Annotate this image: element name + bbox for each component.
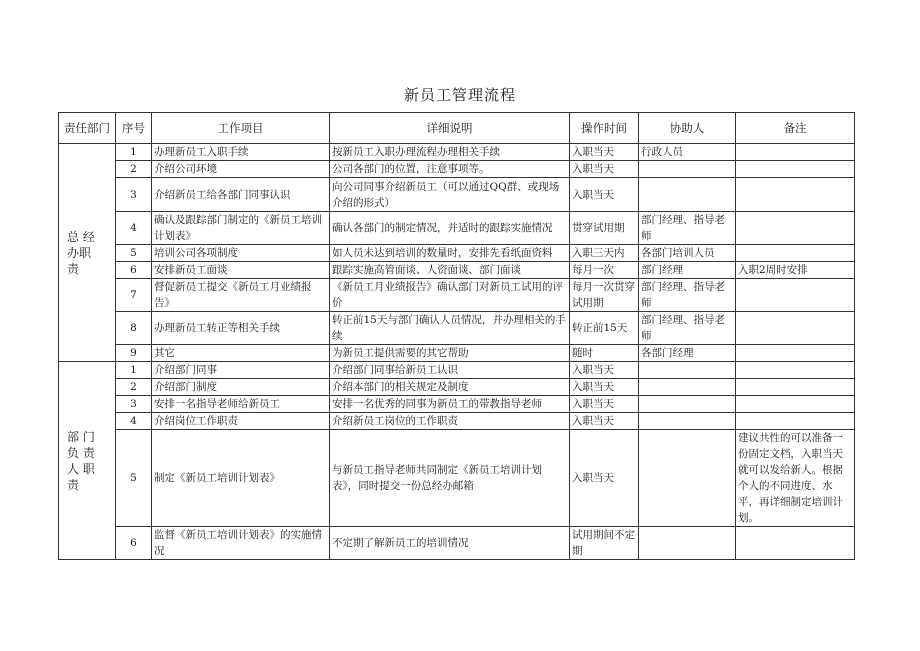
- row-helper: [639, 161, 736, 178]
- row-item: 介绍新员工给各部门同事认识: [152, 178, 330, 212]
- row-detail: 介绍新员工岗位的工作职责: [330, 413, 570, 430]
- row-no: 3: [116, 396, 152, 413]
- row-item: 制定《新员工培训计划表》: [152, 430, 330, 527]
- row-detail: 为新员工提供需要的其它帮助: [330, 345, 570, 362]
- page-title: 新员工管理流程: [403, 86, 516, 104]
- table-row: [59, 212, 855, 245]
- row-helper: [639, 379, 736, 396]
- row-item: 确认及跟踪部门制定的《新员工培训计划表》: [152, 212, 330, 245]
- row-helper: [639, 362, 736, 379]
- row-time: 入职三天内: [570, 245, 639, 262]
- header-detail: 详细说明: [330, 113, 570, 144]
- row-detail: 与新员工指导老师共同制定《新员工培训计划表》，同时提交一份总经办邮箱: [330, 430, 570, 527]
- row-no: 1: [116, 144, 152, 161]
- row-note: [736, 178, 855, 212]
- row-note: [736, 212, 855, 245]
- row-item: 介绍部门同事: [152, 362, 330, 379]
- dept-label: 部 门 负 责 人 职 责: [67, 429, 95, 492]
- row-note: [736, 345, 855, 362]
- row-helper: 行政人员: [639, 144, 736, 161]
- table-row: [59, 396, 855, 413]
- row-detail: 介绍本部门的相关规定及制度: [330, 379, 570, 396]
- row-detail: 《新员工月业绩报告》确认部门对新员工试用的评价: [330, 279, 570, 312]
- row-time: 入职当天: [570, 362, 639, 379]
- row-time: 入职当天: [570, 161, 639, 178]
- row-note: [736, 396, 855, 413]
- row-note: [736, 245, 855, 262]
- dept-cell: [59, 144, 116, 362]
- row-item: 介绍岗位工作职责: [152, 413, 330, 430]
- row-detail: 跟踪实施高管面谈、人资面谈、部门面谈: [330, 262, 570, 279]
- table-row: [59, 379, 855, 396]
- row-detail: 安排一名优秀的同事为新员工的带教指导老师: [330, 396, 570, 413]
- table-row: [59, 362, 855, 379]
- row-helper: 各部门培训人员: [639, 245, 736, 262]
- table-row: [59, 279, 855, 312]
- table-row: [59, 312, 855, 345]
- dept-label: 总 经 办职 责: [67, 229, 95, 276]
- row-helper: 部门经理: [639, 262, 736, 279]
- row-time: 入职当天: [570, 413, 639, 430]
- table-row: [59, 413, 855, 430]
- row-note: [736, 379, 855, 396]
- row-item: 培训公司各项制度: [152, 245, 330, 262]
- header-row: [59, 113, 855, 144]
- row-item: 其它: [152, 345, 330, 362]
- row-detail: 确认各部门的制定情况，并适时的跟踪实施情况: [330, 212, 570, 245]
- row-detail: 公司各部门的位置，注意事项等。: [330, 161, 570, 178]
- row-detail: 不定期了解新员工的培训情况: [330, 527, 570, 560]
- row-helper: 部门经理、指导老师: [639, 212, 736, 245]
- row-helper: [639, 396, 736, 413]
- row-helper: [639, 430, 736, 527]
- row-no: 8: [116, 312, 152, 345]
- row-no: 7: [116, 279, 152, 312]
- row-no: 5: [116, 430, 152, 527]
- row-item: 安排一名指导老师给新员工: [152, 396, 330, 413]
- row-time: 随时: [570, 345, 639, 362]
- row-time: 入职当天: [570, 178, 639, 212]
- row-no: 2: [116, 379, 152, 396]
- row-time: 转正前15天: [570, 312, 639, 345]
- row-time: 入职当天: [570, 144, 639, 161]
- row-no: 9: [116, 345, 152, 362]
- dept-cell: [59, 362, 116, 560]
- row-detail: 向公司同事介绍新员工（可以通过QQ群、或现场介绍的形式）: [330, 178, 570, 212]
- row-item: 介绍公司环境: [152, 161, 330, 178]
- row-note: [736, 362, 855, 379]
- header-time: 操作时间: [570, 113, 639, 144]
- row-no: 6: [116, 527, 152, 560]
- row-time: 入职当天: [570, 430, 639, 527]
- table-row: [59, 178, 855, 212]
- table-row: [59, 245, 855, 262]
- row-helper: 部门经理、指导老师: [639, 312, 736, 345]
- row-no: 4: [116, 212, 152, 245]
- header-no: 序号: [116, 113, 152, 144]
- table-row: [59, 527, 855, 560]
- table-row: [59, 430, 855, 527]
- row-item: 安排新员工面谈: [152, 262, 330, 279]
- process-table: [58, 112, 855, 560]
- row-detail: 介绍部门同事给新员工认识: [330, 362, 570, 379]
- row-time: 每月一次贯穿试用期: [570, 279, 639, 312]
- row-item: 办理新员工转正等相关手续: [152, 312, 330, 345]
- table-row: [59, 262, 855, 279]
- header-helper: 协助人: [639, 113, 736, 144]
- row-no: 1: [116, 362, 152, 379]
- row-note: [736, 413, 855, 430]
- header-dept: 责任部门: [59, 113, 116, 144]
- row-detail: 按新员工入职办理流程办理相关手续: [330, 144, 570, 161]
- header-item: 工作项目: [152, 113, 330, 144]
- row-time: 入职当天: [570, 396, 639, 413]
- row-no: 2: [116, 161, 152, 178]
- row-detail: 转正前15天与部门确认人员情况，并办理相关的手续: [330, 312, 570, 345]
- row-no: 5: [116, 245, 152, 262]
- table-row: [59, 345, 855, 362]
- row-note: 入职2周时安排: [736, 262, 855, 279]
- table-body: [59, 144, 855, 560]
- row-no: 4: [116, 413, 152, 430]
- row-helper: 各部门经理: [639, 345, 736, 362]
- header-note: 备注: [736, 113, 855, 144]
- row-note: [736, 312, 855, 345]
- row-note: [736, 527, 855, 560]
- row-time: 入职当天: [570, 379, 639, 396]
- row-helper: [639, 527, 736, 560]
- row-note: [736, 279, 855, 312]
- row-item: 办理新员工入职手续: [152, 144, 330, 161]
- row-note: [736, 161, 855, 178]
- row-helper: [639, 413, 736, 430]
- row-time: 每月一次: [570, 262, 639, 279]
- table-row: [59, 144, 855, 161]
- row-detail: 如人员未达到培训的数量时，安排先看纸面资料: [330, 245, 570, 262]
- row-helper: 部门经理、指导老师: [639, 279, 736, 312]
- row-no: 6: [116, 262, 152, 279]
- row-no: 3: [116, 178, 152, 212]
- row-item: 介绍部门制度: [152, 379, 330, 396]
- row-note: [736, 144, 855, 161]
- row-time: 试用期间不定期: [570, 527, 639, 560]
- row-item: 督促新员工提交《新员工月业绩报告》: [152, 279, 330, 312]
- row-helper: [639, 178, 736, 212]
- table-row: [59, 161, 855, 178]
- row-item: 监督《新员工培训计划表》的实施情况: [152, 527, 330, 560]
- row-time: 贯穿试用期: [570, 212, 639, 245]
- row-note: 建议共性的可以准备一份固定文档，入职当天就可以发给新人。根据个人的不同进度、水平，再详细制定培训计划。: [736, 430, 855, 527]
